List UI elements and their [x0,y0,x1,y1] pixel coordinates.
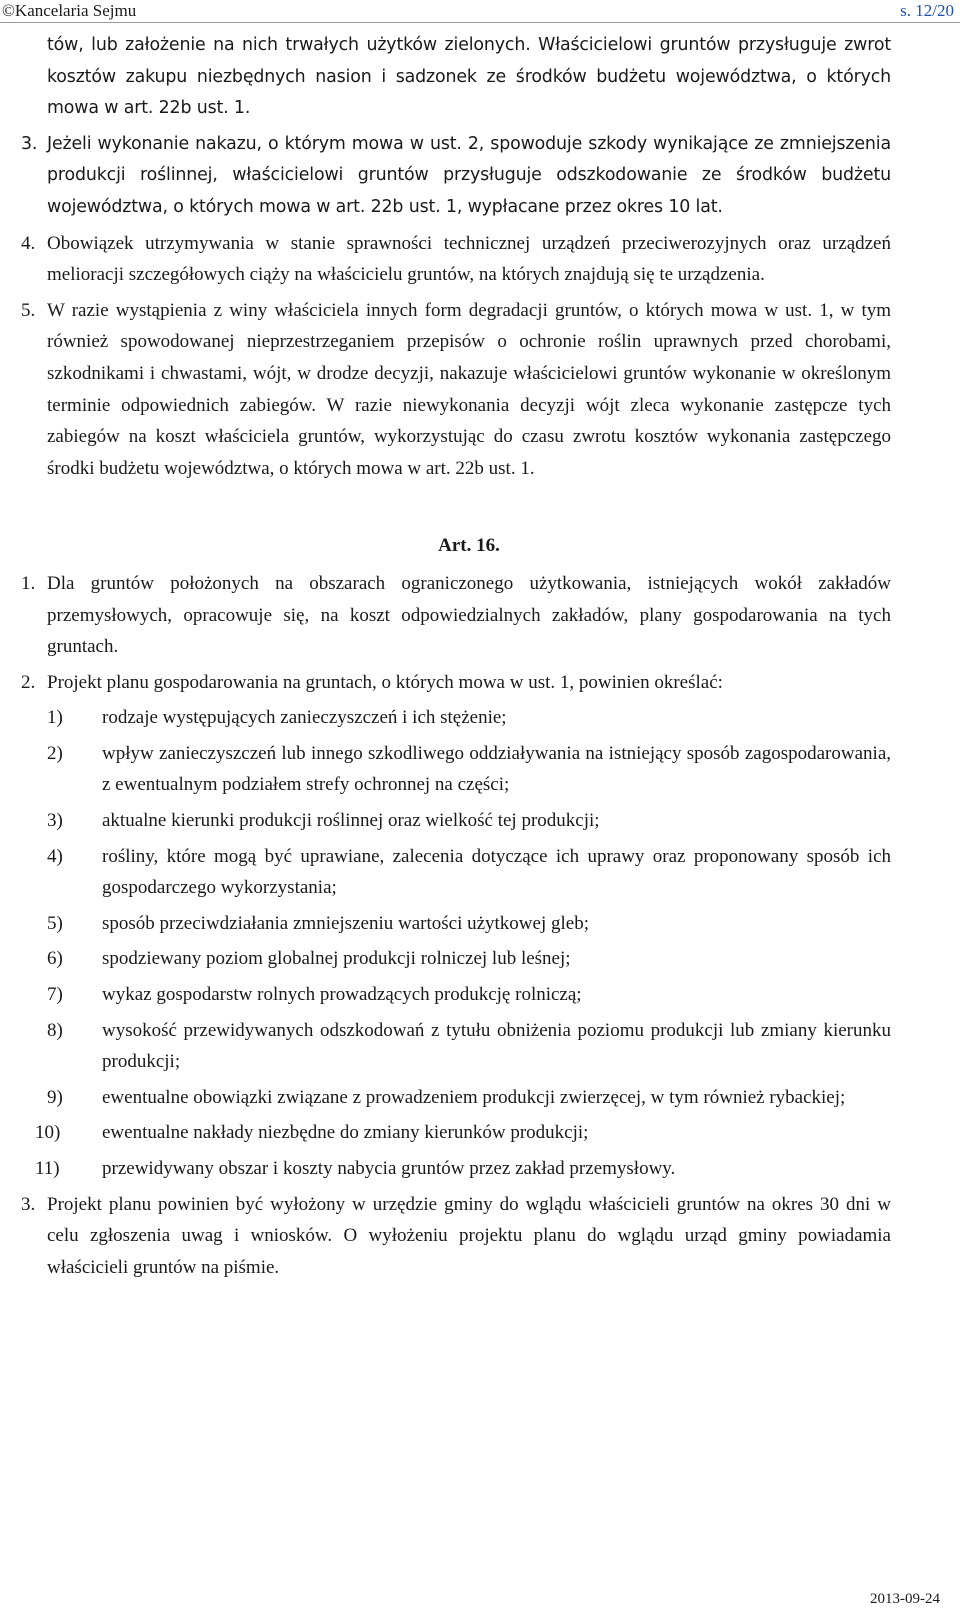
document-body [21,30,891,1287]
list-item [47,943,891,975]
article-paragraph-2 [21,667,891,699]
list-item-number: 10) [35,1122,61,1144]
list-item-number: 5) [47,912,63,934]
list-item-text: rodzaje występujących zanieczyszczeń i ich stężenie; [102,707,507,729]
list-item [47,841,891,904]
list-item-number: 2) [47,742,63,764]
list-item-text: wpływ zanieczyszczeń lub innego szkodliwego oddziaływania na istniejący sposób zagospodarowania, z ewentualnym podziałem strefy ochronnej na części; [102,742,891,796]
header-divider [0,22,960,23]
list-item [47,805,891,837]
paragraph-text: Jeżeli wykonanie nakazu, o którym mowa w ust. 2, spowoduje szkody wynikające ze zmniejszenia produkcji roślinnej, właścicielowi gruntów przysługuje odszkodowanie ze środków budżetu województwa, o których mowa w art. 22b ust. 1, wypłacane przez okres 10 lat. [47,133,891,217]
article-paragraph-1 [21,568,891,663]
page-header [0,0,960,24]
list-item-text: przewidywany obszar i koszty nabycia gruntów przez zakład przemysłowy. [102,1158,676,1179]
paragraph-text: W razie wystąpienia z winy właściciela innych form degradacji gruntów, o których mowa w ust. 1, w tym również spowodowanej nieprzestrzeganiem przepisów o ochronie roślin uprawnych przed chorobami, szkodnikami i chwastami, wójt, w drodze decyzji, nakazuje właścicielowi gruntów wykonanie w określonym terminie odpowiednich zabiegów. W razie niewykonania decyzji wójt zleca wykonanie zastępcze tych zabiegów na koszt właściciela gruntów, wykorzystując do czasu zwrotu kosztów wykonania zastępczego środki budżetu województwa, o których mowa w art. 22b ust. 1. [47,299,891,479]
list-item-text: ewentualne obowiązki związane z prowadzeniem produkcji zwierzęcej, w tym również rybackiej; [102,1086,846,1108]
list-item-text: sposób przeciwdziałania zmniejszeniu wartości użytkowej gleb; [102,912,589,934]
list-item-number: 7) [47,984,63,1006]
article-title: Art. 16. [438,535,500,557]
source-label: ©Kancelaria Sejmu [2,1,137,20]
list-item [47,738,891,801]
list-item-text: wykaz gospodarstw rolnych prowadzących produkcję rolniczą; [102,984,582,1006]
paragraph-text: Projekt planu powinien być wyłożony w urzędzie gminy do wglądu właścicieli gruntów na okres 30 dni w celu zgłoszenia uwag i wniosków. O wyłożeniu projektu planu do wglądu urząd gminy powiadamia właścicieli gruntów na piśmie. [47,1193,891,1278]
list-item-text: wysokość przewidywanych odszkodowań z tytułu obniżenia poziomu produkcji lub zmiany kierunku produkcji; [102,1019,891,1073]
paragraph-4 [21,228,891,291]
list-item [47,702,891,734]
paragraph-5 [21,295,891,485]
list-item-text: ewentualne nakłady niezbędne do zmiany kierunków produkcji; [102,1122,589,1144]
paragraph-number: 3. [21,1193,36,1215]
list-item [47,1015,891,1078]
list-item-text: aktualne kierunki produkcji roślinnej oraz wielkość tej produkcji; [102,810,600,832]
paragraph-number: 1. [21,572,36,594]
list-item-number: 8) [47,1019,63,1041]
document-date: 2013-09-24 [870,1591,940,1607]
paragraph-number: 5. [21,299,36,321]
requirements-list [21,702,891,1184]
list-item [35,1117,891,1149]
paragraph-number: 3. [21,133,38,154]
paragraph-number: 2. [21,671,36,693]
list-item-number: 1) [47,707,63,729]
list-item [47,1082,891,1114]
list-item [47,908,891,940]
paragraph-text: Obowiązek utrzymywania w stanie sprawności technicznej urządzeń przeciwerozyjnych oraz urządzeń melioracji szczegółowych ciąży na właścicielu gruntów, na których znajdują się te urządzenia. [47,232,891,286]
list-item [35,1153,891,1185]
paragraph-3 [21,129,891,224]
list-item-text: spodziewany poziom globalnej produkcji rolniczej lub leśnej; [102,948,571,970]
paragraph-text: Dla gruntów położonych na obszarach ograniczonego użytkowania, istniejących wokół zakładów przemysłowych, opracowuje się, na koszt odpowiedzialnych zakładów, plany gospodarowania na tych gruntach. [47,572,891,658]
list-item-number: 4) [47,845,63,867]
list-item-number: 9) [47,1086,63,1108]
list-item [47,979,891,1011]
list-item-number: 6) [47,948,63,970]
page-number: s. 12/20 [900,1,954,20]
paragraph-number: 4. [21,232,36,254]
list-item-number: 3) [47,810,63,832]
list-item-number: 11) [35,1158,60,1179]
paragraph-continuation: tów, lub założenie na nich trwałych użytków zielonych. Właścicielowi gruntów przysługuje zwrot kosztów zakupu niezbędnych nasion i sadzonek ze środków budżetu województwa, o których mowa w art. 22b ust. 1. [47,35,891,119]
list-item-text: rośliny, które mogą być uprawiane, zalecenia dotyczące ich uprawy oraz proponowany sposób ich gospodarczego wykorzystania; [102,845,891,899]
paragraph-text: Projekt planu gospodarowania na gruntach, o których mowa w ust. 1, powinien określać: [47,671,723,693]
article-paragraph-3 [21,1189,891,1284]
